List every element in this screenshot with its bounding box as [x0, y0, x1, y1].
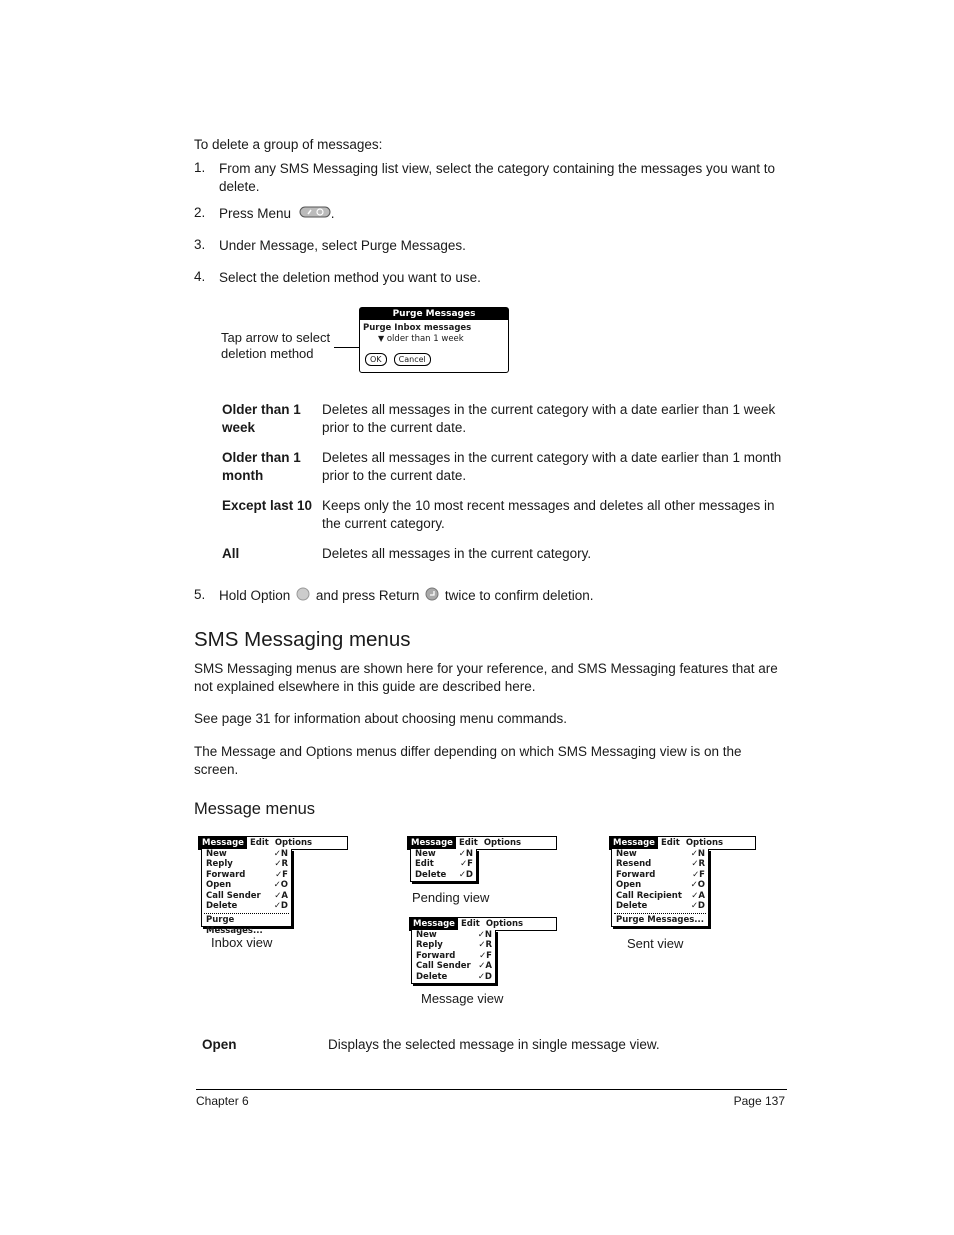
step-number: 3.	[194, 237, 206, 252]
menu-item-call-sender[interactable]: Call Sender ✓A	[206, 890, 288, 901]
inbox-menubar	[198, 836, 348, 850]
menu-item-new[interactable]: New ✓N	[415, 849, 473, 859]
step-text-part: and press Return	[315, 588, 420, 604]
menu-edit[interactable]: Edit	[249, 838, 269, 848]
cancel-button[interactable]: Cancel	[394, 353, 431, 366]
option-key-icon	[296, 587, 310, 606]
menu-options[interactable]: Options	[685, 838, 724, 848]
option-desc: Keeps only the 10 most recent messages and deletes all other messages in the current category.	[322, 498, 775, 531]
menu-options[interactable]: Options	[483, 838, 522, 848]
menu-edit[interactable]: Edit	[660, 838, 680, 848]
step-text-part: Hold Option	[219, 588, 291, 604]
step-text-part: twice to confirm deletion.	[444, 588, 594, 604]
menu-item-purge-messages[interactable]: Purge Messages...	[206, 915, 263, 936]
step-text: Press Menu .	[219, 205, 789, 223]
menu-item-new[interactable]: New ✓N	[616, 849, 705, 859]
inbox-message-menu	[201, 849, 292, 936]
sent-caption: Sent view	[627, 936, 684, 951]
option-term: Except last 10	[222, 498, 313, 513]
sent-menubar	[609, 836, 756, 850]
dialog-label: Purge Inbox messages	[363, 323, 472, 333]
dropdown-arrow-icon[interactable]: ▼	[378, 334, 385, 343]
picker-value: older than 1 week	[386, 334, 464, 344]
menu-item-delete[interactable]: Delete ✓D	[416, 971, 492, 982]
menu-item-delete[interactable]: Delete ✓D	[616, 900, 705, 911]
step-text: From any SMS Messaging list view, select the category containing the messages you want to delete.	[219, 161, 776, 194]
step-text: Select the deletion method you want to use.	[219, 270, 481, 285]
menu-edit[interactable]: Edit	[458, 838, 478, 848]
pending-message-menu	[410, 849, 477, 882]
menu-item-purge-messages[interactable]: Purge Messages...	[616, 915, 704, 926]
procedure-heading: To delete a group of messages:	[194, 137, 383, 152]
menu-message[interactable]: Message	[410, 918, 458, 930]
footer-page: Page 137	[733, 1094, 785, 1108]
menu-item-call-sender[interactable]: Call Sender ✓A	[416, 961, 492, 972]
step-number: 5.	[194, 587, 206, 602]
option-term: All	[222, 546, 240, 561]
footer-chapter: Chapter 6	[196, 1094, 249, 1108]
step-number: 2.	[194, 205, 206, 220]
step-number: 1.	[194, 160, 206, 175]
menu-item-reply[interactable]: Reply ✓R	[416, 940, 492, 951]
menu-item-forward[interactable]: Forward ✓F	[616, 869, 705, 880]
option-desc: Deletes all messages in the current category with a date earlier than 1 week prior to the current date.	[322, 402, 776, 435]
paragraph: The Message and Options menus differ depending on which SMS Messaging view is on the screen.	[194, 744, 742, 777]
menu-message[interactable]: Message	[199, 837, 247, 849]
menu-item-edit[interactable]: Edit ✓F	[415, 859, 473, 870]
menu-item-delete[interactable]: Delete ✓D	[415, 869, 473, 880]
menu-item-new[interactable]: New ✓N	[206, 849, 288, 859]
menu-edit[interactable]: Edit	[460, 919, 480, 929]
menu-message[interactable]: Message	[610, 837, 658, 849]
message-view-menubar	[409, 917, 557, 931]
message-view-caption: Message view	[421, 991, 504, 1006]
menu-options[interactable]: Options	[485, 919, 524, 929]
purge-dialog	[359, 307, 509, 373]
menu-message[interactable]: Message	[408, 837, 456, 849]
paragraph: SMS Messaging menus are shown here for your reference, and SMS Messaging features that are not explained elsewhere in this guide are described here.	[194, 661, 778, 694]
sent-message-menu	[611, 849, 709, 927]
option-term: Older than 1 month	[222, 450, 301, 483]
dialog-title: Purge Messages	[360, 308, 508, 320]
subsection-title: Message menus	[194, 800, 316, 818]
step-text-label: Press Menu	[219, 206, 292, 221]
menu-item-forward[interactable]: Forward ✓F	[416, 950, 492, 961]
pending-caption: Pending view	[412, 890, 490, 905]
menu-button-icon	[299, 205, 331, 223]
ok-button[interactable]: OK	[365, 353, 387, 366]
footer-rule	[196, 1089, 787, 1090]
pending-menubar	[407, 836, 557, 850]
menu-item-reply[interactable]: Reply ✓R	[206, 859, 288, 870]
menu-options[interactable]: Options	[274, 838, 313, 848]
open-term: Open	[202, 1037, 237, 1052]
option-desc: Deletes all messages in the current category with a date earlier than 1 month prior to the current date.	[322, 450, 782, 483]
menu-item-open[interactable]: Open ✓O	[616, 880, 705, 891]
menu-item-new[interactable]: New ✓N	[416, 930, 492, 940]
return-key-icon	[425, 587, 439, 606]
paragraph: See page 31 for information about choosing menu commands.	[194, 711, 567, 726]
step-text	[219, 587, 789, 606]
callout-text: Tap arrow to select deletion method	[221, 330, 331, 361]
section-title: SMS Messaging menus	[194, 628, 411, 651]
menu-item-delete[interactable]: Delete ✓D	[206, 900, 288, 911]
option-desc: Deletes all messages in the current category.	[322, 546, 592, 561]
menu-item-forward[interactable]: Forward ✓F	[206, 869, 288, 880]
step-text: Under Message, select Purge Messages.	[219, 238, 466, 253]
menu-item-open[interactable]: Open ✓O	[206, 880, 288, 891]
step-number: 4.	[194, 269, 206, 284]
message-view-menu	[411, 930, 496, 984]
open-desc: Displays the selected message in single message view.	[328, 1037, 660, 1052]
menu-item-resend[interactable]: Resend ✓R	[616, 859, 705, 870]
menu-item-call-recipient[interactable]: Call Recipient ✓A	[616, 890, 705, 901]
option-term: Older than 1 week	[222, 402, 301, 435]
deletion-method-picker[interactable]	[360, 334, 508, 344]
inbox-caption: Inbox view	[211, 935, 273, 950]
